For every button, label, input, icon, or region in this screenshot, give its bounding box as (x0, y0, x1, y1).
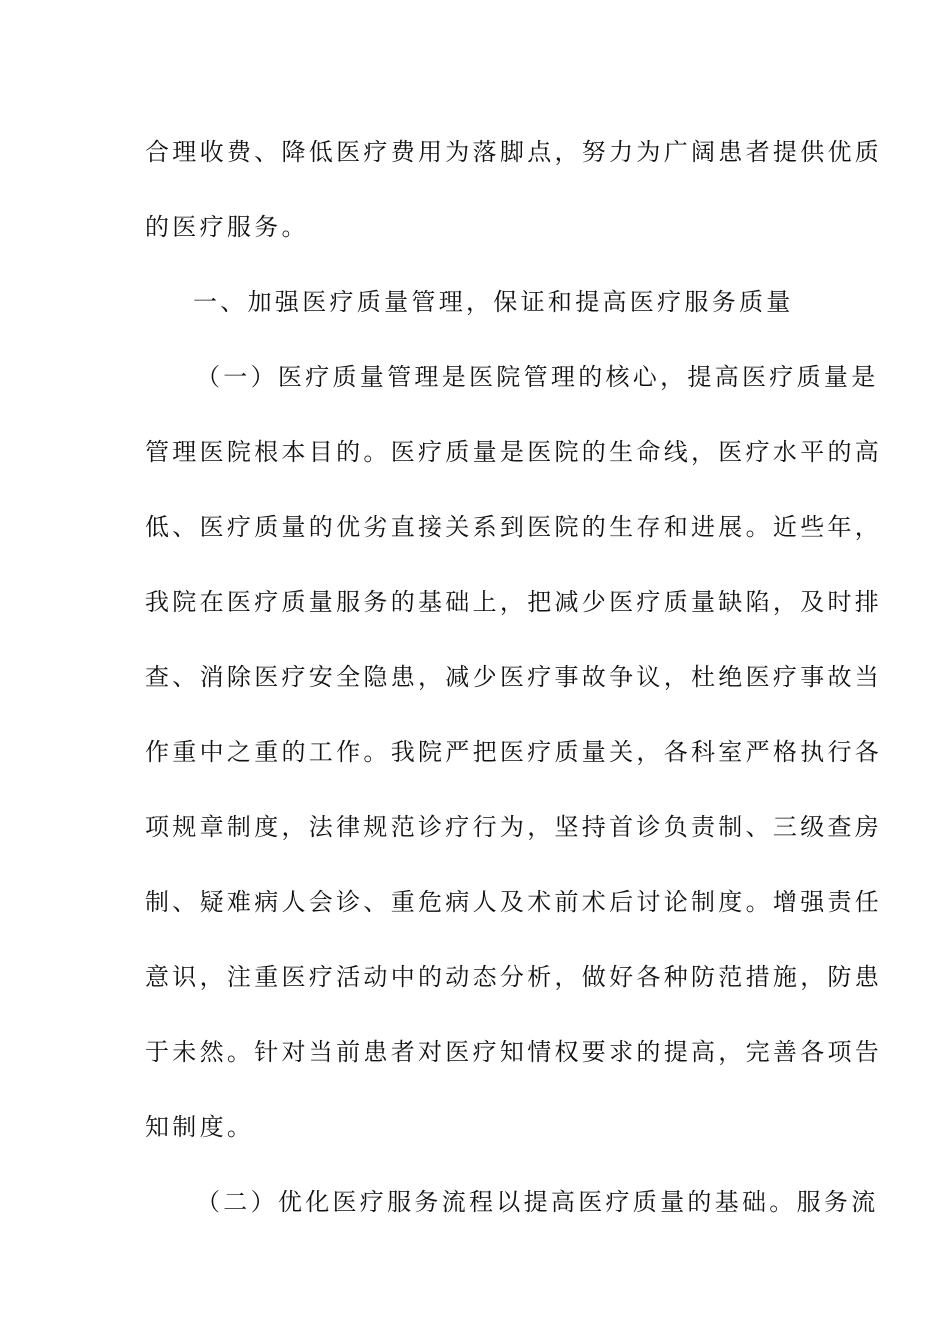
text-line-4: （一）医疗质量管理是医院管理的核心，提高医疗质量是 (196, 363, 879, 391)
text-line-14: 知制度。 (145, 1113, 255, 1141)
section-heading-1: 一、加强医疗质量管理，保证和提高医疗服务质量 (193, 288, 794, 316)
text-line-9: 作重中之重的工作。我院严把医疗质量关，各科室严格执行各 (145, 738, 883, 766)
text-line-12: 意识，注重医疗活动中的动态分析，做好各种防范措施，防患 (145, 963, 883, 991)
text-line-15: （二）优化医疗服务流程以提高医疗质量的基础。服务流 (196, 1188, 879, 1216)
text-line-8: 查、消除医疗安全隐患，减少医疗事故争议，杜绝医疗事故当 (145, 663, 883, 691)
text-line-2: 的医疗服务。 (145, 213, 309, 241)
text-line-13: 于未然。针对当前患者对医疗知情权要求的提高，完善各项告 (145, 1038, 883, 1066)
text-line-7: 我院在医疗质量服务的基础上，把减少医疗质量缺陷，及时排 (145, 588, 883, 616)
text-line-11: 制、疑难病人会诊、重危病人及术前术后讨论制度。增强责任 (145, 888, 883, 916)
text-line-1: 合理收费、降低医疗费用为落脚点，努力为广阔患者提供优质 (145, 138, 883, 166)
text-line-5: 管理医院根本目的。医疗质量是医院的生命线，医疗水平的高 (145, 438, 883, 466)
text-line-10: 项规章制度，法律规范诊疗行为，坚持首诊负责制、三级查房 (145, 813, 883, 841)
text-line-6: 低、医疗质量的优劣直接关系到医院的生存和进展。近些年， (145, 513, 883, 541)
